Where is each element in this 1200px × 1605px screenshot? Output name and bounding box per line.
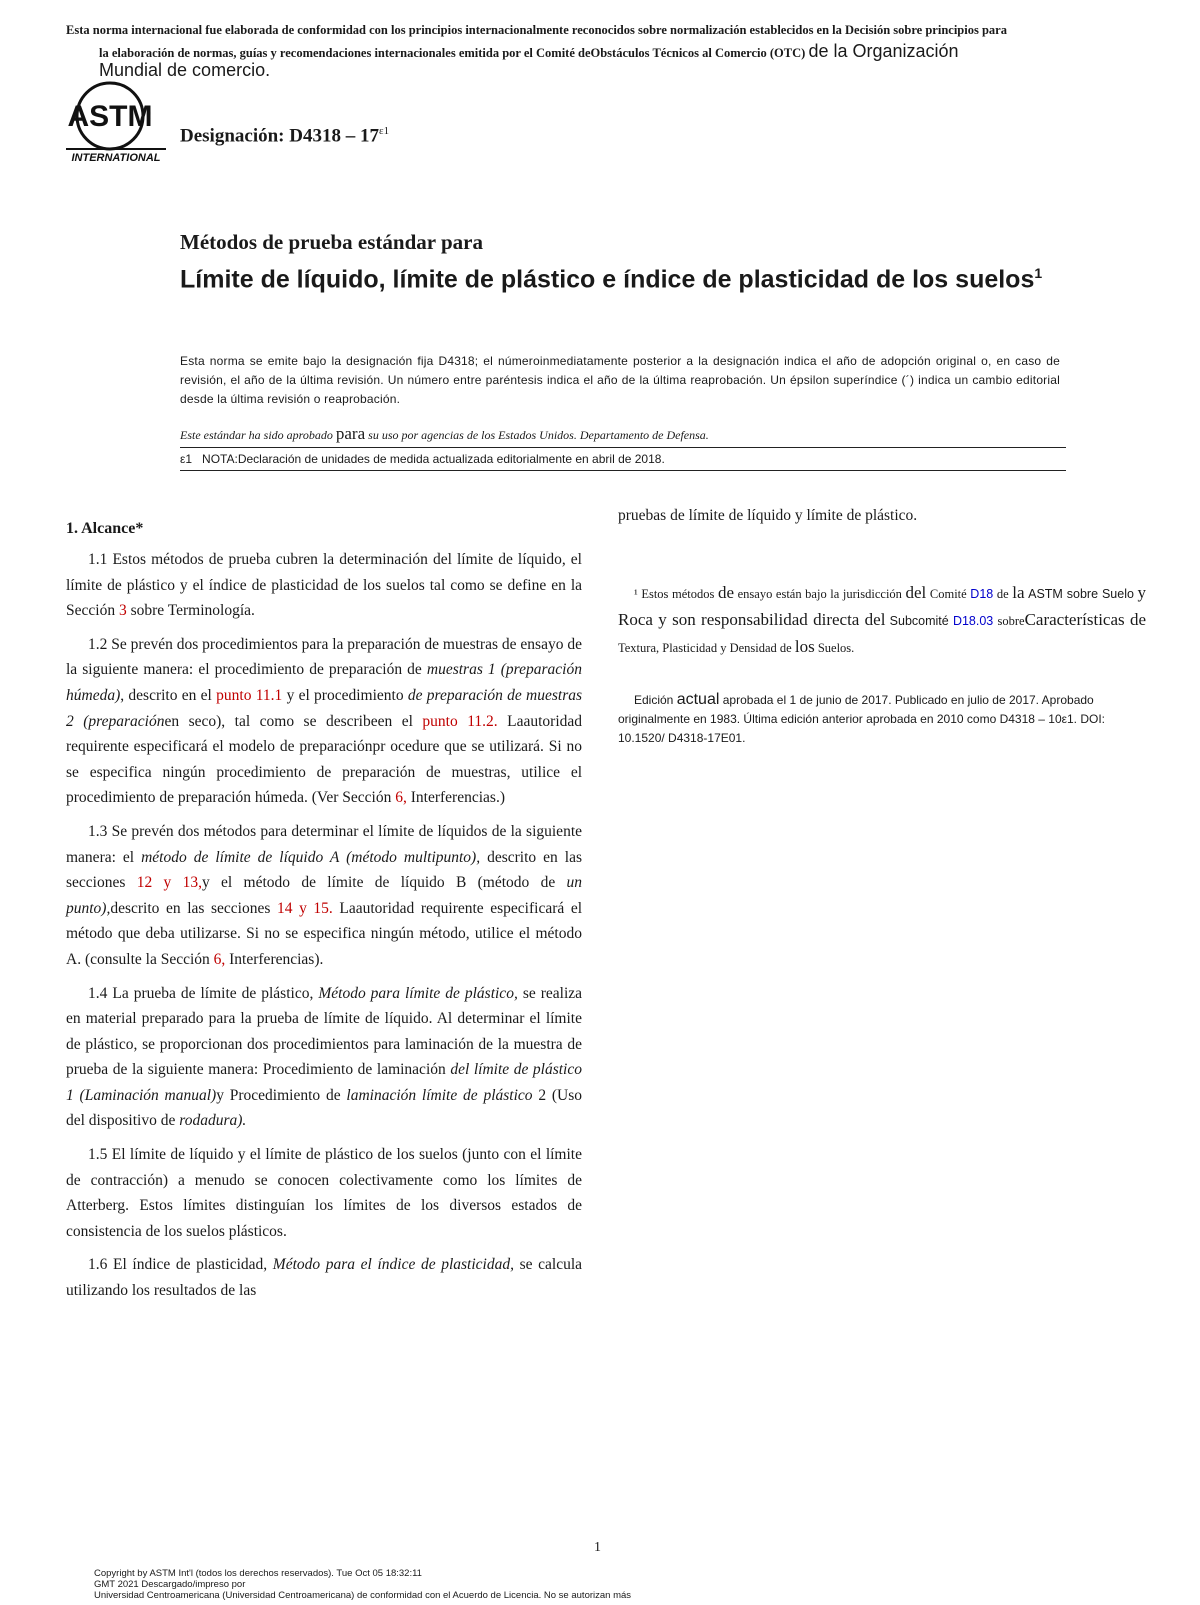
footnote-1 [618,580,1146,661]
logo-subtext: INTERNATIONAL [71,152,161,164]
section-link[interactable]: 12 y 13, [136,874,202,892]
edition-c: aprobada el 1 de junio de 2017. Publicado en julio de 2017. Aprobado originalmente en 1983. Última edición anterior aprobada en 2010 como D4318 – 10ε1. DOI: 10.1520/ D4318-17E01. [618,693,1105,745]
footer-line2: GMT 2021 Descargado/impreso por [94,1579,246,1590]
left-column [66,547,582,1304]
p11-end: sobre Terminología. [130,602,255,620]
fn-i: ASTM sobre Suelo [1028,587,1134,601]
approved-big: para [335,424,366,443]
p13-a: 1.3 Se prevén dos métodos para determinar el límite de líquidos de la siguiente manera: el [66,822,582,866]
committee-link[interactable]: D18 [970,587,994,601]
p16-c: se calcula utilizando los resultados de las [66,1256,583,1300]
editorial-note [180,452,1060,466]
p13-b: método de límite de líquido A (método multipunto), [141,848,481,866]
copyright-footer [94,1568,631,1601]
divider [180,470,1066,471]
doc-subtitle: Métodos de prueba estándar para [180,230,483,254]
p12-e: y el procedimiento [286,686,404,704]
clause-link[interactable]: punto 11.1 [216,686,283,704]
fn-q: Suelos. [817,641,855,655]
p13-k: Interferencias). [229,950,324,968]
section-link[interactable]: 14 y 15. [277,899,333,917]
approved-before: Este estándar ha sido aprobado [180,428,333,442]
footer-line1: Copyright by ASTM Int'l (todos los derechos reservados). Tue Oct 05 18:32:11 [94,1568,422,1579]
p14-f: laminación límite de plástico [346,1086,533,1104]
clause-link[interactable]: punto 11.2. [422,712,498,730]
p14-d: del límite de plástico 1 (Laminación manual) [66,1061,582,1104]
note-epsilon: ε1 [180,452,193,466]
designation-label: Designación: D4318 – 17 [180,125,379,147]
page-number: 1 [594,1540,601,1555]
p13-i: Laautoridad requirente especificará el método que deba utilizarse. Si no se especifica ningún método, utilice el método A. (consulte la Sección [66,899,583,968]
fn-n: Características de [1024,610,1147,629]
logo-mark: ASTM [67,100,153,133]
p12-a: 1.2 Se prevén dos procedimientos para la preparación de muestras de ensayo de la siguiente manera: el procedimiento de preparación de [66,635,582,679]
p12-b: muestras 1 (preparación húmeda) [66,661,582,704]
p14-g: 2 (Uso del dispositivo de [66,1086,583,1130]
right-column-continuation: pruebas de límite de líquido y límite de plástico. [618,507,918,524]
subcommittee-link[interactable]: D18.03 [952,614,994,628]
p16-b: Método para el índice de plasticidad, [272,1256,514,1274]
paragraph-1-3 [66,819,582,973]
doc-title-sup: 1 [1034,265,1043,281]
divider [180,447,1066,448]
p12-i: Laautoridad requirente especificará el modelo de preparaciónpr ocedure que se utilizará. Si no se especifica ningún procedimiento de preparación de muestras, utilice el procedimiento de preparación húmeda. (Ver Sección [66,712,583,807]
notice-line3: Mundial de comercio. [99,60,271,80]
note-text: NOTA:Declaración de unidades de medida actualizada editorialmente en abril de 2018. [202,452,665,466]
fn-j: y Roca y son responsabilidad directa del [618,583,1147,629]
p12-g: en seco), tal como se describeen el [164,712,413,730]
footer-line3: Universidad Centroamericana (Universidad Centroamericana) de conformidad con el Acuerdo de Licencia. No se autorizan más [94,1590,632,1601]
fn-g: de [996,587,1009,601]
approved-statement [180,424,1060,444]
section-heading: 1. Alcance* [66,520,144,537]
fn-h: la [1012,583,1025,602]
section-link[interactable]: 3 [118,602,127,620]
fn-k: Subcomité [889,614,949,628]
p14-c: se realiza en material preparado para la prueba de límite de líquido. Al determinar el límite de plástico, se proporcionan dos procedimientos para laminación de la muestra de prueba de la siguiente manera: Procedimiento de laminación [66,984,583,1079]
footnote-text [618,580,1146,661]
paragraph-1-6 [66,1252,582,1303]
doc-title [180,257,1100,296]
edition-note [618,690,1146,748]
p13-c: descrito en las secciones [66,848,583,892]
paragraph-1-1 [66,547,582,624]
fn-a: ¹ Estos métodos [634,587,715,601]
edition-b: actual [676,691,720,708]
fn-p: los [794,637,815,656]
p11-text: 1.1 Estos métodos de prueba cubren la determinación del límite de líquido, el límite de plástico y el índice de plasticidad de los suelos tal como se define en la Sección [66,551,582,620]
p14-h: rodadura). [179,1112,247,1130]
section-link[interactable]: 6, [395,789,407,807]
p14-b: Método para límite de plástico, [318,984,518,1002]
fn-d: del [905,583,927,602]
notice-line2-org: de la Organización [808,41,959,61]
astm-logo [66,78,166,164]
fn-e: Comité [929,587,967,601]
p12-c: , descrito en el [120,686,212,704]
approved-after: su uso por agencias de los Estados Unidos. Departamento de Defensa. [368,428,709,442]
fn-c: ensayo están bajo la jurisdicción [737,587,902,601]
issued-statement: Esta norma se emite bajo la designación fija D4318; el númeroinmediatamente posterior a la designación indica el año de adopción original o, en caso de revisión, el año de la última revisión. Un número entre paréntesis indica el año de la última reaprobación. Un épsilon superíndice (´) indica un cambio editorial desde la última revisión o reaprobación. [180,354,1060,406]
designation [180,125,389,147]
p14-e: y Procedimiento de [216,1086,341,1104]
paragraph-1-5: 1.5 El límite de líquido y el límite de plástico de los suelos (junto con el límite de contracción) a menudo se conocen colectivamente como los límites de Atterberg. Estos límites distinguían los límites de los diversos estados de consistencia de los suelos plásticos. [66,1146,582,1240]
paragraph-1-4 [66,981,582,1135]
p13-f: un punto), [66,874,583,917]
edition-a: Edición [634,693,674,707]
p14-a: 1.4 La prueba de límite de plástico, [88,984,314,1002]
designation-sup: ε1 [378,125,390,137]
p13-g: descrito en las secciones [110,899,271,917]
p16-a: 1.6 El índice de plasticidad, [88,1256,268,1274]
notice-line2-text: la elaboración de normas, guías y recomendaciones internacionales emitida por el Comité deObstáculos Técnicos al Comercio (OTC) [99,46,806,60]
section-link[interactable]: 6, [213,950,226,968]
doc-title-text: Límite de líquido, límite de plástico e índice de plasticidad de los suelos [180,265,1035,294]
p13-e: y el método de límite de líquido B (método de [201,874,556,892]
fn-o: Textura, Plasticidad y Densidad de [618,641,792,655]
fn-m: sobre [997,614,1025,628]
p12-k: Interferencias.) [410,789,505,807]
wto-notice [66,20,1146,81]
p12-f: de preparación de muestras 2 (preparación [66,686,583,730]
fn-b: de [717,583,735,602]
notice-line1: Esta norma internacional fue elaborada de conformidad con los principios internacionalmente reconocidos sobre normalización establecidos en la Decisión sobre principios para [66,23,1007,37]
paragraph-1-2 [66,632,582,811]
